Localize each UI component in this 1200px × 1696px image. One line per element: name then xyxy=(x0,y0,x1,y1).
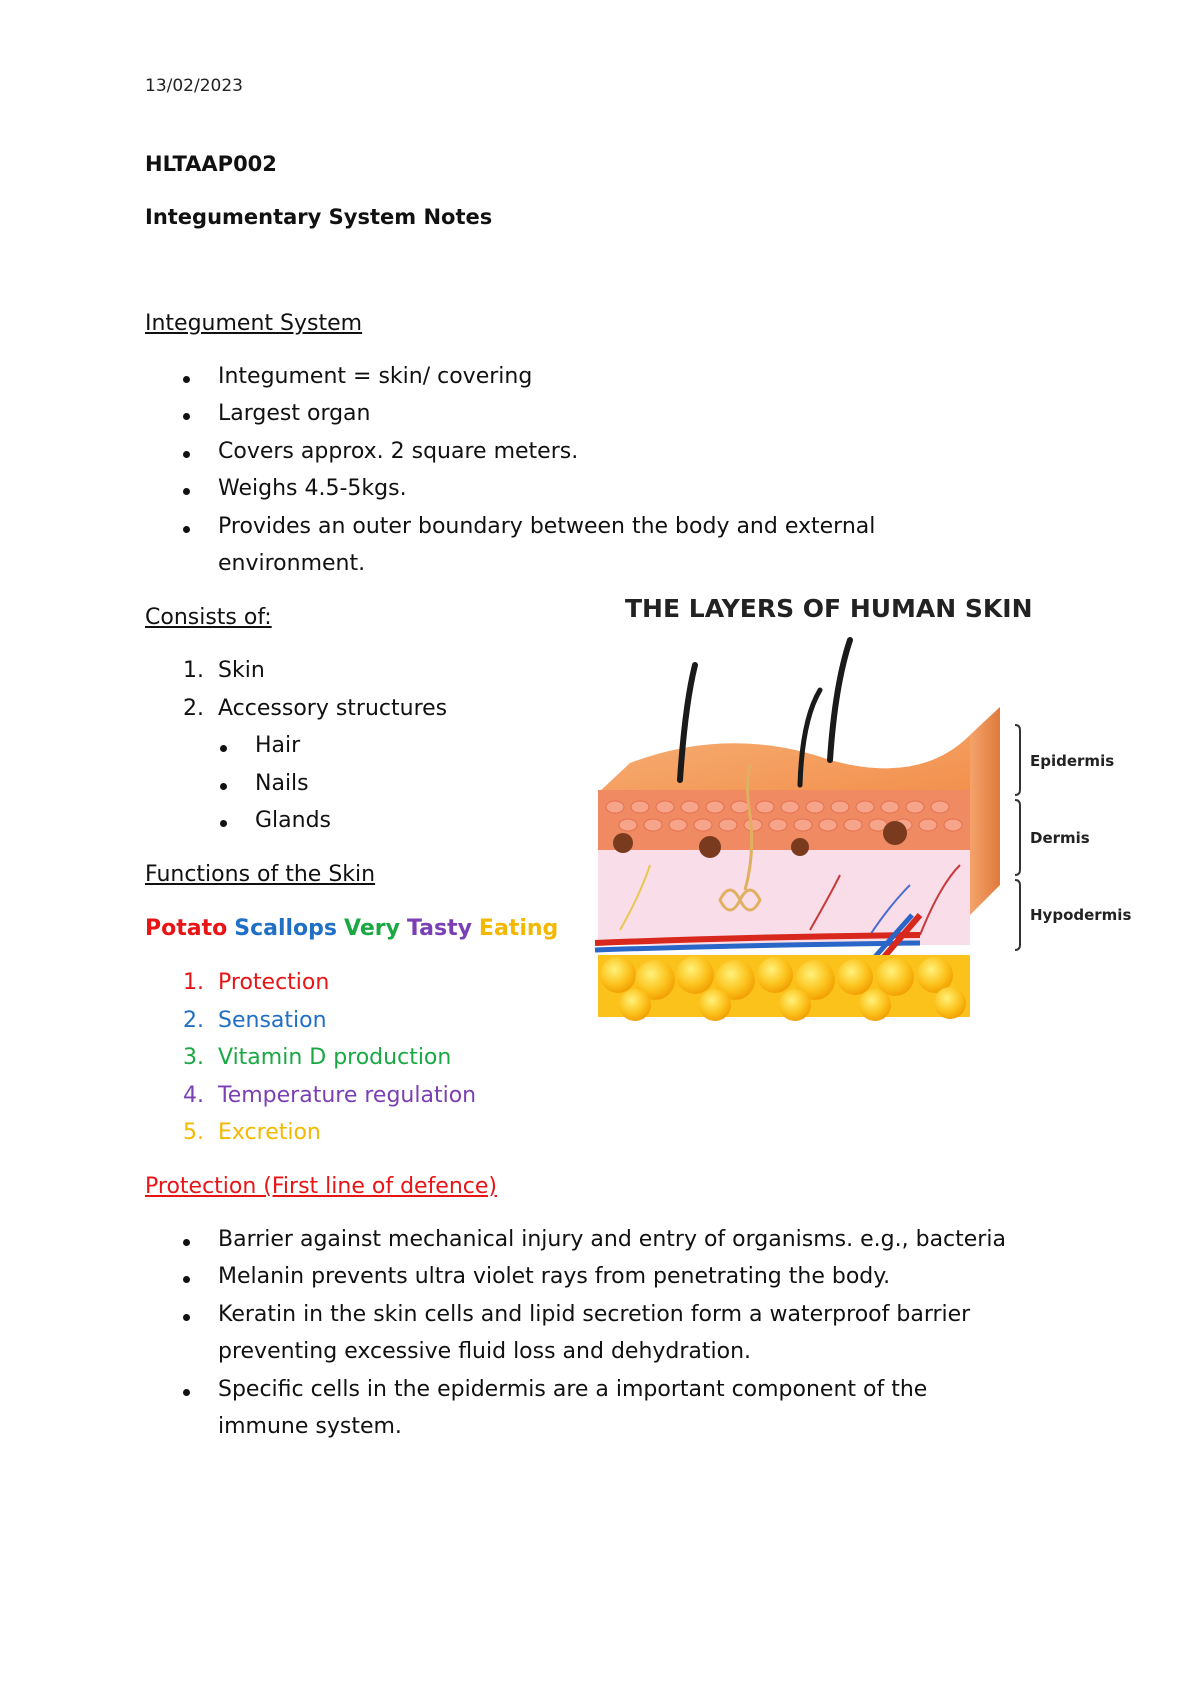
mnemonic-line xyxy=(145,916,558,941)
list-number: 3. xyxy=(183,1045,204,1070)
diagram-title: THE LAYERS OF HUMAN SKIN xyxy=(625,594,1033,623)
list-number: 1. xyxy=(183,658,204,683)
function-item: Protection xyxy=(218,970,330,995)
mnemonic-word: Scallops xyxy=(234,916,338,941)
document-date: 13/02/2023 xyxy=(145,76,243,96)
integument-heading: Integument System xyxy=(145,311,363,336)
list-item: Barrier against mechanical injury and entry of organisms. e.g., bacteria xyxy=(218,1227,1006,1252)
sub-list-item: Nails xyxy=(255,771,309,796)
bullet-icon xyxy=(183,413,190,420)
bullet-icon xyxy=(220,783,227,790)
label-dermis: Dermis xyxy=(1030,829,1090,847)
function-item: Temperature regulation xyxy=(218,1083,477,1108)
list-item: Weighs 4.5-5kgs. xyxy=(218,476,407,501)
course-code: HLTAAP002 xyxy=(145,152,277,176)
function-item: Excretion xyxy=(218,1120,321,1145)
skin-side-face xyxy=(970,707,1000,915)
list-item: Provides an outer boundary between the body and external xyxy=(218,514,876,539)
list-item: Integument = skin/ covering xyxy=(218,364,533,389)
label-epidermis: Epidermis xyxy=(1030,752,1115,770)
bullet-icon xyxy=(183,488,190,495)
bullet-icon xyxy=(183,526,190,533)
page-title: Integumentary System Notes xyxy=(145,205,493,229)
list-item: Melanin prevents ultra violet rays from penetrating the body. xyxy=(218,1264,891,1289)
bullet-icon xyxy=(183,1389,190,1396)
list-item-continuation: preventing excessive fluid loss and dehydration. xyxy=(218,1339,752,1364)
label-hypodermis: Hypodermis xyxy=(1030,906,1132,924)
sub-list-item: Glands xyxy=(255,808,332,833)
mnemonic-word: Potato xyxy=(145,916,228,941)
consists-heading: Consists of: xyxy=(145,605,272,630)
mnemonic-word: Very xyxy=(344,916,400,941)
list-item: Accessory structures xyxy=(218,696,448,721)
mnemonic-word: Tasty xyxy=(406,916,472,941)
list-item-continuation: immune system. xyxy=(218,1414,402,1439)
list-number: 5. xyxy=(183,1120,204,1145)
dermis-layer xyxy=(598,850,970,945)
skin-layers-diagram xyxy=(590,585,1150,1050)
sub-list-item: Hair xyxy=(255,733,301,758)
bullet-icon xyxy=(183,1239,190,1246)
list-item: Keratin in the skin cells and lipid secretion form a waterproof barrier xyxy=(218,1302,971,1327)
list-item: Covers approx. 2 square meters. xyxy=(218,439,579,464)
function-item: Vitamin D production xyxy=(218,1045,452,1070)
mnemonic-word: Eating xyxy=(478,916,559,941)
layer-brackets xyxy=(1015,725,1020,950)
bullet-icon xyxy=(220,745,227,752)
list-item: Skin xyxy=(218,658,265,683)
list-number: 1. xyxy=(183,970,204,995)
bullet-icon xyxy=(183,1314,190,1321)
bullet-icon xyxy=(183,376,190,383)
list-number: 2. xyxy=(183,1008,204,1033)
list-item-continuation: environment. xyxy=(218,551,366,576)
functions-heading: Functions of the Skin xyxy=(145,862,376,887)
list-item: Largest organ xyxy=(218,401,371,426)
list-number: 2. xyxy=(183,696,204,721)
function-item: Sensation xyxy=(218,1008,327,1033)
list-number: 4. xyxy=(183,1083,204,1108)
bullet-icon xyxy=(220,820,227,827)
bullet-icon xyxy=(183,1276,190,1283)
list-item: Specific cells in the epidermis are a important component of the xyxy=(218,1377,928,1402)
protection-heading: Protection (First line of defence) xyxy=(145,1174,497,1199)
bullet-icon xyxy=(183,451,190,458)
